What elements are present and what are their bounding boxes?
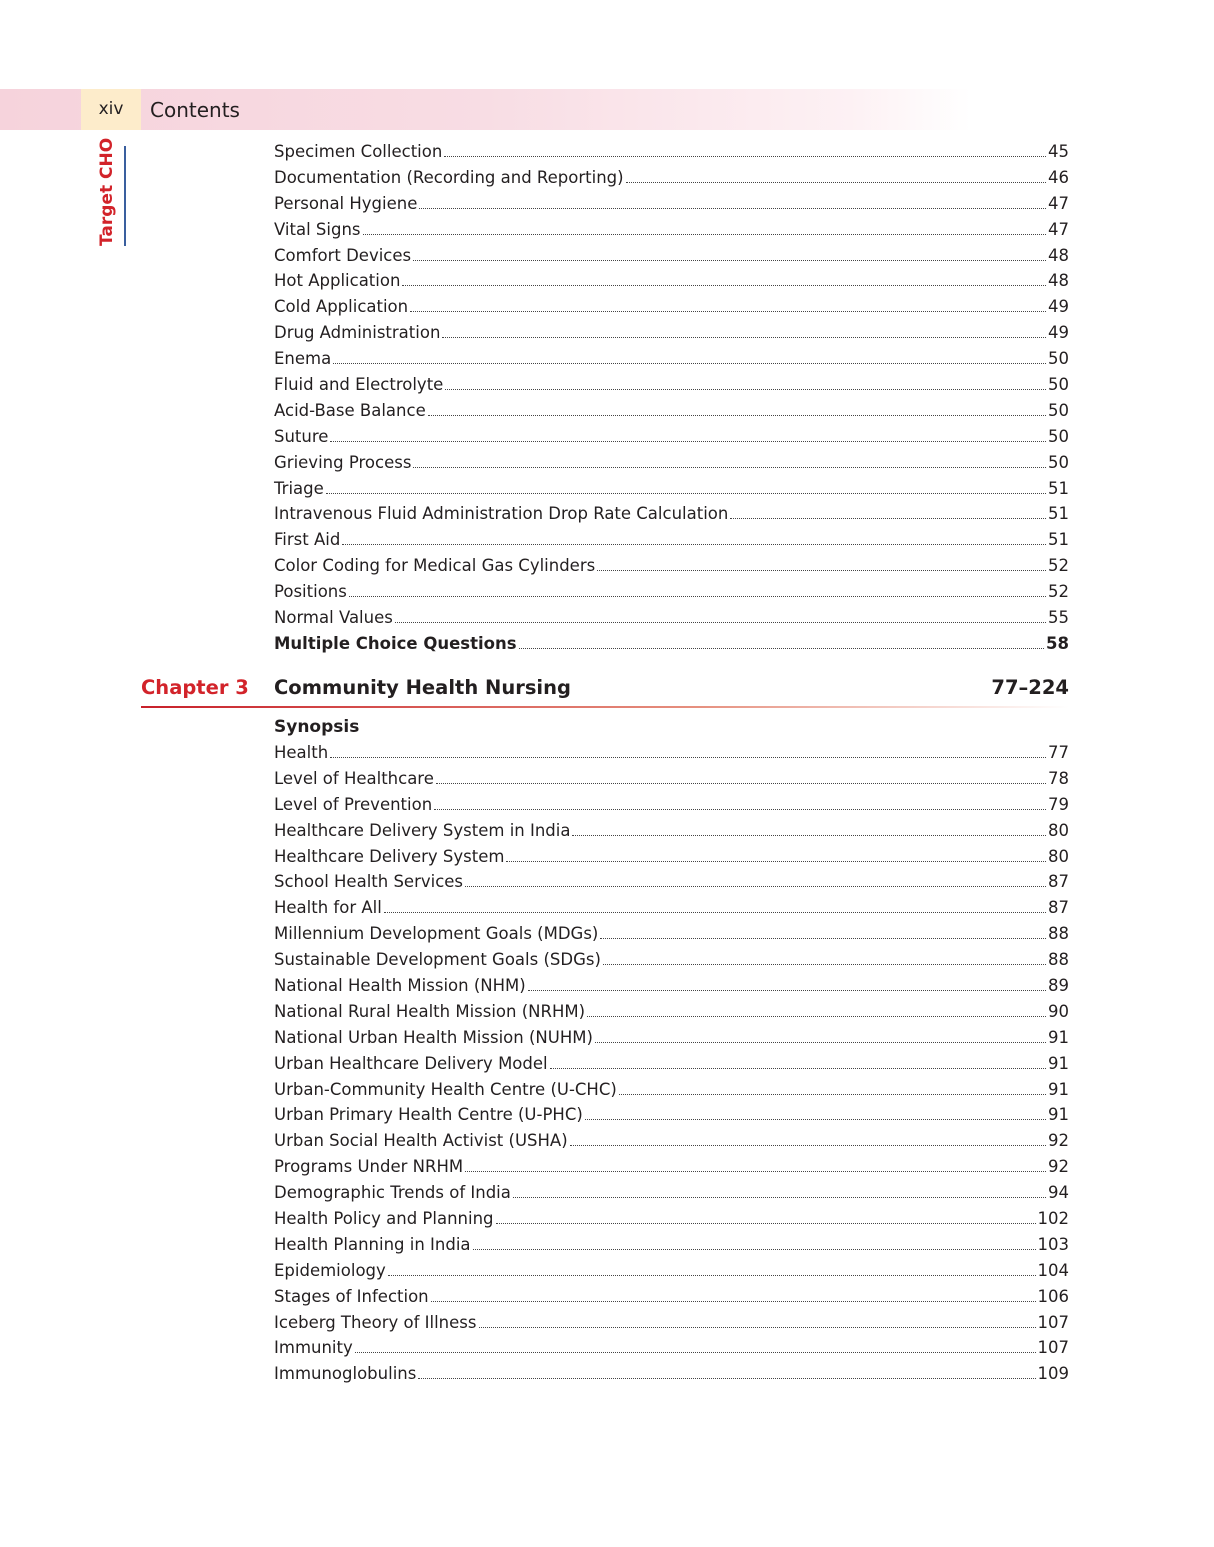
dot-leader [436,783,1046,784]
entry-page: 88 [1048,924,1069,944]
entry-title: Health [274,743,329,762]
dot-leader [479,1327,1036,1328]
page-header [0,89,1214,130]
toc-entry[interactable] [274,1051,1069,1077]
dot-leader [413,467,1046,468]
toc-entry[interactable] [274,398,1069,424]
entry-title: Urban Social Health Activist (USHA) [274,1131,568,1151]
toc-entry[interactable] [274,191,1069,217]
dot-leader [413,260,1046,261]
entry-title: Color Coding for Medical Gas Cylinders [274,556,596,576]
dot-leader [572,835,1046,836]
entry-page: 88 [1048,950,1069,970]
entry-title: Immunity [274,1338,353,1358]
chapter-pages: 77–224 [991,676,1069,699]
entry-page: 50 [1048,375,1069,395]
entry-title: Healthcare Delivery System in India [274,820,571,840]
toc-entry[interactable] [274,869,1069,895]
entry-page: 47 [1048,219,1069,239]
chapter-title: Community Health Nursing [274,676,571,699]
toc-entry[interactable] [274,818,1069,844]
dot-leader [519,648,1044,649]
entry-title: Intravenous Fluid Administration Drop Rate Calculation [274,504,729,524]
dot-leader [330,441,1046,442]
entry-title: Documentation (Recording and Reporting) [274,167,624,187]
dot-leader [444,156,1046,157]
entry-title: Urban-Community Health Centre (U-CHC) [274,1079,617,1099]
entry-page: 79 [1048,794,1069,814]
entry-page: 91 [1048,1053,1069,1073]
entry-page: 78 [1048,768,1069,788]
dot-leader [600,938,1046,939]
dot-leader [419,208,1046,209]
entry-title: Stages of Infection [274,1286,429,1306]
dot-leader [603,964,1046,965]
entry-title: School Health Services [274,872,464,892]
toc-entry[interactable] [274,1310,1069,1336]
toc-entry[interactable] [274,217,1069,243]
dot-leader [402,285,1046,286]
dot-leader [355,1352,1036,1353]
entry-page: 92 [1048,1157,1069,1177]
entry-title: Suture [274,426,329,446]
entry-page: 48 [1048,271,1069,291]
toc-list-section2 [274,740,1069,1387]
entry-page: 89 [1048,976,1069,996]
dot-leader [333,363,1046,364]
header-title: Contents [150,98,240,122]
entry-page: 50 [1048,426,1069,446]
toc-entry[interactable] [274,1284,1069,1310]
toc-entry[interactable] [274,895,1069,921]
entry-page: 87 [1048,898,1069,918]
side-divider [124,146,126,246]
toc-entry[interactable] [274,740,1069,766]
entry-page: 103 [1037,1234,1069,1254]
entry-page: 104 [1037,1260,1069,1280]
entry-title: Epidemiology [274,1260,386,1280]
entry-title: Iceberg Theory of Illness [274,1312,477,1332]
dot-leader [597,570,1046,571]
entry-page: 45 [1048,142,1069,161]
toc-entry[interactable] [274,1077,1069,1103]
entry-page: 106 [1037,1286,1069,1306]
toc-entry[interactable] [274,947,1069,973]
dot-leader [445,389,1046,390]
dot-leader [513,1197,1046,1198]
dot-leader [473,1249,1036,1250]
toc-entry[interactable] [274,631,1069,657]
dot-leader [587,1016,1046,1017]
entry-title: Drug Administration [274,323,441,343]
entry-title: Demographic Trends of India [274,1183,511,1203]
entry-page: 80 [1048,846,1069,866]
synopsis-heading: Synopsis [274,717,360,737]
entry-title: Vital Signs [274,219,361,239]
toc-entry[interactable] [274,527,1069,553]
entry-page: 51 [1048,504,1069,524]
dot-leader [528,990,1046,991]
dot-leader [442,337,1046,338]
toc-entry[interactable] [274,294,1069,320]
entry-page: 58 [1046,633,1069,653]
dot-leader [595,1042,1046,1043]
entry-page: 50 [1048,452,1069,472]
dot-leader [384,912,1046,913]
dot-leader [342,544,1046,545]
dot-leader [626,182,1046,183]
toc-entry[interactable] [274,346,1069,372]
toc-entry[interactable] [274,476,1069,502]
entry-title: Fluid and Electrolyte [274,375,444,395]
toc-entry[interactable] [274,372,1069,398]
entry-title: Personal Hygiene [274,193,418,213]
toc-entry[interactable] [274,1258,1069,1284]
toc-entry[interactable] [274,165,1069,191]
entry-title: National Rural Health Mission (NRHM) [274,1001,586,1021]
entry-title: Health Planning in India [274,1234,471,1254]
entry-title: Positions [274,582,347,602]
entry-title: Cold Application [274,297,409,317]
dot-leader [465,1171,1046,1172]
entry-title: Hot Application [274,271,401,291]
entry-title: Health Policy and Planning [274,1209,494,1229]
entry-page: 87 [1048,872,1069,892]
entry-title: Acid-Base Balance [274,400,426,420]
toc-entry[interactable] [274,320,1069,346]
entry-title: Sustainable Development Goals (SDGs) [274,950,601,970]
entry-page: 90 [1048,1001,1069,1021]
toc-entry[interactable] [274,579,1069,605]
toc-entry[interactable] [274,792,1069,818]
entry-page: 49 [1048,323,1069,343]
dot-leader [330,757,1046,758]
toc-entry[interactable] [274,1025,1069,1051]
toc-entry[interactable] [274,243,1069,269]
toc-entry[interactable] [274,605,1069,631]
dot-leader [434,809,1046,810]
dot-leader [496,1223,1036,1224]
toc-entry[interactable] [274,139,1069,165]
entry-page: 92 [1048,1131,1069,1151]
entry-page: 91 [1048,1105,1069,1125]
entry-page: 80 [1048,820,1069,840]
entry-page: 51 [1048,530,1069,550]
entry-title: Level of Prevention [274,794,433,814]
dot-leader [619,1094,1046,1095]
toc-entry[interactable] [274,450,1069,476]
entry-page: 50 [1048,400,1069,420]
toc-entry[interactable] [274,1335,1069,1361]
entry-page: 107 [1037,1312,1069,1332]
entry-page: 50 [1048,349,1069,369]
toc-entry[interactable] [274,1206,1069,1232]
dot-leader [585,1119,1046,1120]
entry-page: 51 [1048,478,1069,498]
chapter-heading[interactable] [141,676,1069,706]
entry-title: Immunoglobulins [274,1364,417,1384]
chapter-label: Chapter 3 [141,676,249,699]
side-label [96,137,120,246]
entry-title: National Health Mission (NHM) [274,976,526,996]
dot-leader [410,311,1046,312]
toc-entry[interactable] [274,1128,1069,1154]
toc-entry[interactable] [274,999,1069,1025]
dot-leader [418,1378,1035,1379]
dot-leader [550,1068,1046,1069]
toc-entry[interactable] [274,1102,1069,1128]
entry-page: 55 [1048,608,1069,628]
dot-leader [570,1145,1046,1146]
entry-title: National Urban Health Mission (NUHM) [274,1027,593,1047]
toc-entry[interactable] [274,1180,1069,1206]
side-label-text: Target CHO [97,137,117,246]
dot-leader [465,886,1046,887]
entry-title: First Aid [274,530,341,550]
toc-entry[interactable] [274,766,1069,792]
toc-entry[interactable] [274,553,1069,579]
entry-title: Level of Healthcare [274,768,434,788]
dot-leader [363,234,1046,235]
toc-entry[interactable] [274,1154,1069,1180]
entry-page: 47 [1048,193,1069,213]
dot-leader [395,622,1046,623]
toc-entry[interactable] [274,844,1069,870]
toc-entry[interactable] [274,501,1069,527]
entry-page: 52 [1048,582,1069,602]
entry-title: Comfort Devices [274,245,412,265]
chapter-rule [141,706,1069,708]
toc-entry[interactable] [274,424,1069,450]
dot-leader [428,415,1046,416]
toc-entry[interactable] [274,1232,1069,1258]
entry-title: Specimen Collection [274,142,443,161]
toc-entry[interactable] [274,1361,1069,1387]
entry-title: Grieving Process [274,452,412,472]
entry-page: 52 [1048,556,1069,576]
entry-page: 91 [1048,1079,1069,1099]
entry-title: Millennium Development Goals (MDGs) [274,924,599,944]
entry-page: 109 [1037,1364,1069,1384]
entry-title: Urban Primary Health Centre (U-PHC) [274,1105,583,1125]
dot-leader [730,518,1046,519]
dot-leader [431,1301,1036,1302]
toc-list-section1 [274,139,1069,657]
entry-page: 102 [1037,1209,1069,1229]
entry-page: 49 [1048,297,1069,317]
dot-leader [349,596,1046,597]
entry-title: Programs Under NRHM [274,1157,464,1177]
page-number: xiv [81,89,141,130]
entry-title: Multiple Choice Questions [274,633,517,653]
entry-title: Healthcare Delivery System [274,846,505,866]
toc-entry[interactable] [274,973,1069,999]
entry-title: Triage [274,478,324,498]
dot-leader [388,1275,1036,1276]
entry-title: Health for All [274,898,382,918]
toc-entry[interactable] [274,921,1069,947]
entry-title: Enema [274,349,332,369]
entry-page: 77 [1048,743,1069,762]
entry-title: Urban Healthcare Delivery Model [274,1053,548,1073]
entry-title: Normal Values [274,608,393,628]
entry-page: 91 [1048,1027,1069,1047]
dot-leader [506,861,1046,862]
entry-page: 46 [1048,167,1069,187]
dot-leader [326,493,1046,494]
toc-entry[interactable] [274,268,1069,294]
entry-page: 94 [1048,1183,1069,1203]
entry-page: 107 [1037,1338,1069,1358]
entry-page: 48 [1048,245,1069,265]
